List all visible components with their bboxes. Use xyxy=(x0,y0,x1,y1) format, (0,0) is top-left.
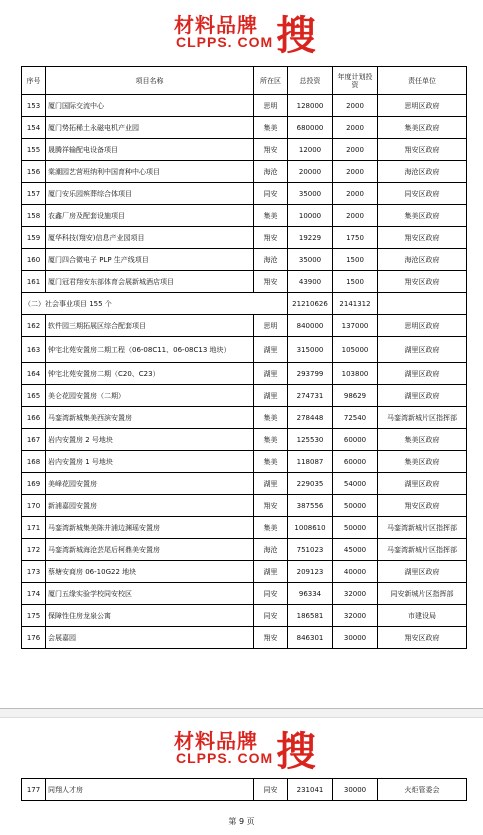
cell-annual-investment: 45000 xyxy=(333,539,378,561)
table-header-row xyxy=(22,67,467,95)
cell-district: 海沧 xyxy=(254,249,288,271)
cell-annual-investment: 103800 xyxy=(333,363,378,385)
cell-seq: 157 xyxy=(22,183,46,205)
cell-project-name: 岩内安置房 1 号地块 xyxy=(46,451,254,473)
cell-total-investment: 315000 xyxy=(288,337,333,363)
header-annual-investment: 年度计划投资 xyxy=(333,67,378,95)
cell-project-name: 钟宅北苑安置房二期工程（06-08C11、06-08C13 地块） xyxy=(46,337,254,363)
cell-responsible-unit: 同安区政府 xyxy=(378,183,467,205)
cell-annual-investment: 2000 xyxy=(333,117,378,139)
cell-project-name: 厦门安乐园殡葬综合体项目 xyxy=(46,183,254,205)
logo-en-text: CLPPS. COM xyxy=(176,34,274,50)
table-row xyxy=(22,315,467,337)
cell-annual-investment: 98629 xyxy=(333,385,378,407)
cell-total-investment: 1008610 xyxy=(288,517,333,539)
cell-seq: 171 xyxy=(22,517,46,539)
cell-total-investment: 43900 xyxy=(288,271,333,293)
cell-annual-investment: 60000 xyxy=(333,451,378,473)
cell-responsible-unit: 市建设局 xyxy=(378,605,467,627)
cell-annual-investment: 137000 xyxy=(333,315,378,337)
table-row xyxy=(22,271,467,293)
cell-responsible-unit: 海沧区政府 xyxy=(378,161,467,183)
watermark-logo-top xyxy=(0,6,483,60)
cell-project-name: 岩内安置房 2 号地块 xyxy=(46,429,254,451)
cell-seq: 174 xyxy=(22,583,46,605)
header-name: 项目名称 xyxy=(46,67,254,95)
cell-project-name: 厦门冠君翔安东部体育会展新城酒店项目 xyxy=(46,271,254,293)
cell-district: 集美 xyxy=(254,517,288,539)
cell-responsible-unit: 马銮湾新城片区指挥部 xyxy=(378,539,467,561)
cell-total-investment: 118087 xyxy=(288,451,333,473)
cell-district: 湖里 xyxy=(254,561,288,583)
cell-district: 同安 xyxy=(254,583,288,605)
section-header-row xyxy=(22,293,467,315)
cell-total-investment: 10000 xyxy=(288,205,333,227)
cell-seq: 163 xyxy=(22,337,46,363)
cell-annual-investment: 32000 xyxy=(333,605,378,627)
cell-total-investment: 387556 xyxy=(288,495,333,517)
cell-district: 海沧 xyxy=(254,161,288,183)
cell-seq: 160 xyxy=(22,249,46,271)
cell-annual-investment: 50000 xyxy=(333,495,378,517)
cell-annual-investment: 32000 xyxy=(333,583,378,605)
cell-district: 思明 xyxy=(254,315,288,337)
table-row xyxy=(22,583,467,605)
cell-project-name: 钟宅北苑安置房二期（C20、C23） xyxy=(46,363,254,385)
table-row xyxy=(22,227,467,249)
cell-seq: 154 xyxy=(22,117,46,139)
cell-project-name: 厦门势拓稀土永磁电机产业园 xyxy=(46,117,254,139)
cell-district: 湖里 xyxy=(254,363,288,385)
cell-seq: 167 xyxy=(22,429,46,451)
cell-district: 海沧 xyxy=(254,539,288,561)
cell-total-investment: 274731 xyxy=(288,385,333,407)
cell-annual-investment: 2000 xyxy=(333,139,378,161)
cell-seq: 175 xyxy=(22,605,46,627)
cell-seq: 153 xyxy=(22,95,46,117)
cell-responsible-unit: 集美区政府 xyxy=(378,117,467,139)
cell-total-investment: 209123 xyxy=(288,561,333,583)
table-row xyxy=(22,473,467,495)
cell-seq: 155 xyxy=(22,139,46,161)
table-row xyxy=(22,117,467,139)
cell-responsible-unit: 湖里区政府 xyxy=(378,385,467,407)
cell-seq: 173 xyxy=(22,561,46,583)
header-seq: 序号 xyxy=(22,67,46,95)
cell-annual-investment: 1500 xyxy=(333,271,378,293)
cell-total-investment: 35000 xyxy=(288,183,333,205)
cell-responsible-unit: 思明区政府 xyxy=(378,315,467,337)
cell-district: 同安 xyxy=(254,183,288,205)
cell-responsible-unit: 马銮湾新城片区指挥部 xyxy=(378,407,467,429)
cell-district: 湖里 xyxy=(254,473,288,495)
cell-responsible-unit: 火炬管委会 xyxy=(378,779,467,801)
cell-responsible-unit: 海沧区政府 xyxy=(378,249,467,271)
cell-annual-investment: 60000 xyxy=(333,429,378,451)
header-district: 所在区 xyxy=(254,67,288,95)
table-row xyxy=(22,337,467,363)
table-row xyxy=(22,517,467,539)
cell-seq: 161 xyxy=(22,271,46,293)
cell-project-name: 晟腾祥输配电设备项目 xyxy=(46,139,254,161)
cell-responsible-unit: 同安新城片区指挥部 xyxy=(378,583,467,605)
cell-seq: 172 xyxy=(22,539,46,561)
table-row xyxy=(22,451,467,473)
header-responsible-unit: 责任单位 xyxy=(378,67,467,95)
cell-district: 湖里 xyxy=(254,337,288,363)
cell-project-name: 同翔人才房 xyxy=(46,779,254,801)
header-total-investment: 总投资 xyxy=(288,67,333,95)
cell-seq: 168 xyxy=(22,451,46,473)
cell-seq: 166 xyxy=(22,407,46,429)
cell-project-name: 马銮湾新城海沧芸尾后柯鼎美安置房 xyxy=(46,539,254,561)
table-row xyxy=(22,385,467,407)
cell-seq: 164 xyxy=(22,363,46,385)
logo-cn-text: 材料品牌 xyxy=(174,13,258,37)
cell-project-name: 蔡塘安商房 06-10G22 地块 xyxy=(46,561,254,583)
cell-responsible-unit: 集美区政府 xyxy=(378,205,467,227)
cell-district: 翔安 xyxy=(254,271,288,293)
table-row xyxy=(22,407,467,429)
watermark-logo-bottom xyxy=(0,722,483,776)
cell-district: 翔安 xyxy=(254,495,288,517)
cell-project-name: 新浦嘉园安置房 xyxy=(46,495,254,517)
logo-sou-glyph: 搜 xyxy=(276,12,316,59)
cell-total-investment: 840000 xyxy=(288,315,333,337)
cell-annual-investment: 2000 xyxy=(333,183,378,205)
table-row xyxy=(22,161,467,183)
cell-annual-investment: 40000 xyxy=(333,561,378,583)
cell-responsible-unit: 湖里区政府 xyxy=(378,561,467,583)
table-row xyxy=(22,95,467,117)
cell-seq: 165 xyxy=(22,385,46,407)
cell-total-investment: 20000 xyxy=(288,161,333,183)
cell-annual-investment: 1750 xyxy=(333,227,378,249)
cell-seq: 176 xyxy=(22,627,46,649)
cell-annual-investment: 1500 xyxy=(333,249,378,271)
cell-district: 集美 xyxy=(254,407,288,429)
cell-annual-investment: 2000 xyxy=(333,161,378,183)
table-row xyxy=(22,605,467,627)
cell-responsible-unit: 集美区政府 xyxy=(378,429,467,451)
cell-district: 同安 xyxy=(254,779,288,801)
cell-seq: 156 xyxy=(22,161,46,183)
cell-seq: 169 xyxy=(22,473,46,495)
cell-annual-investment: 54000 xyxy=(333,473,378,495)
cell-project-name: 厦门五缘实验学校同安校区 xyxy=(46,583,254,605)
cell-total-investment: 231041 xyxy=(288,779,333,801)
cell-total-investment: 96334 xyxy=(288,583,333,605)
cell-responsible-unit: 翔安区政府 xyxy=(378,271,467,293)
cell-district: 思明 xyxy=(254,95,288,117)
cell-district: 翔安 xyxy=(254,627,288,649)
section-total-investment: 21210626 xyxy=(288,293,333,315)
cell-project-name: 厦门国际交流中心 xyxy=(46,95,254,117)
cell-district: 同安 xyxy=(254,605,288,627)
logo-sou-glyph: 搜 xyxy=(276,728,316,775)
cell-annual-investment: 30000 xyxy=(333,779,378,801)
cell-project-name: 软件园三期拓展区综合配套项目 xyxy=(46,315,254,337)
cell-total-investment: 846301 xyxy=(288,627,333,649)
table-row xyxy=(22,627,467,649)
table-row xyxy=(22,363,467,385)
cell-responsible-unit: 湖里区政府 xyxy=(378,473,467,495)
cell-project-name: 马銮湾新城集美西滨安置房 xyxy=(46,407,254,429)
cell-total-investment: 19229 xyxy=(288,227,333,249)
table-row xyxy=(22,183,467,205)
project-table xyxy=(21,66,467,649)
logo-cn-text: 材料品牌 xyxy=(174,729,258,753)
cell-district: 集美 xyxy=(254,205,288,227)
cell-seq: 162 xyxy=(22,315,46,337)
cell-annual-investment: 2000 xyxy=(333,95,378,117)
cell-annual-investment: 2000 xyxy=(333,205,378,227)
cell-responsible-unit: 集美区政府 xyxy=(378,451,467,473)
table-row xyxy=(22,205,467,227)
cell-responsible-unit: 翔安区政府 xyxy=(378,139,467,161)
cell-responsible-unit: 湖里区政府 xyxy=(378,363,467,385)
cell-responsible-unit: 翔安区政府 xyxy=(378,495,467,517)
cell-annual-investment: 72540 xyxy=(333,407,378,429)
cell-total-investment: 293799 xyxy=(288,363,333,385)
table-row xyxy=(22,139,467,161)
page-separator xyxy=(0,708,483,718)
table-row xyxy=(22,779,467,801)
table-row xyxy=(22,249,467,271)
section-label: （二）社会事业项目 155 个 xyxy=(22,293,288,315)
cell-district: 翔安 xyxy=(254,139,288,161)
cell-total-investment: 128000 xyxy=(288,95,333,117)
cell-project-name: 美仑花园安置房（二期） xyxy=(46,385,254,407)
section-empty-cell xyxy=(378,293,467,315)
cell-total-investment: 12000 xyxy=(288,139,333,161)
cell-district: 集美 xyxy=(254,117,288,139)
cell-total-investment: 680000 xyxy=(288,117,333,139)
cell-district: 集美 xyxy=(254,429,288,451)
cell-total-investment: 751023 xyxy=(288,539,333,561)
cell-project-name: 厦华科技(翔安)信息产业园项目 xyxy=(46,227,254,249)
cell-district: 集美 xyxy=(254,451,288,473)
cell-district: 翔安 xyxy=(254,227,288,249)
cell-seq: 170 xyxy=(22,495,46,517)
cell-project-name: 会展嘉园 xyxy=(46,627,254,649)
cell-district: 湖里 xyxy=(254,385,288,407)
cell-responsible-unit: 思明区政府 xyxy=(378,95,467,117)
logo-en-text: CLPPS. COM xyxy=(176,750,274,766)
cell-annual-investment: 105000 xyxy=(333,337,378,363)
cell-total-investment: 229035 xyxy=(288,473,333,495)
cell-project-name: 厦门四合微电子 PLP 生产线项目 xyxy=(46,249,254,271)
table-row xyxy=(22,539,467,561)
cell-total-investment: 35000 xyxy=(288,249,333,271)
project-table-continued xyxy=(21,778,467,801)
cell-annual-investment: 30000 xyxy=(333,627,378,649)
cell-total-investment: 125530 xyxy=(288,429,333,451)
cell-seq: 158 xyxy=(22,205,46,227)
cell-seq: 177 xyxy=(22,779,46,801)
cell-responsible-unit: 湖里区政府 xyxy=(378,337,467,363)
cell-seq: 159 xyxy=(22,227,46,249)
cell-project-name: 保障性住房龙泉公寓 xyxy=(46,605,254,627)
cell-responsible-unit: 马銮湾新城片区指挥部 xyxy=(378,517,467,539)
cell-project-name: 农鑫厂房及配套设施项目 xyxy=(46,205,254,227)
cell-total-investment: 186581 xyxy=(288,605,333,627)
cell-project-name: 马銮湾新城集美陈井浦边渊瑶安置房 xyxy=(46,517,254,539)
page-number: 第 9 页 xyxy=(228,817,255,826)
table-row xyxy=(22,429,467,451)
cell-annual-investment: 50000 xyxy=(333,517,378,539)
cell-responsible-unit: 翔安区政府 xyxy=(378,627,467,649)
cell-responsible-unit: 翔安区政府 xyxy=(378,227,467,249)
table-row xyxy=(22,495,467,517)
cell-project-name: 美峰花园安置房 xyxy=(46,473,254,495)
table-row xyxy=(22,561,467,583)
cell-project-name: 棠潮园艺营班纳利中国育种中心项目 xyxy=(46,161,254,183)
section-annual-investment: 2141312 xyxy=(333,293,378,315)
cell-total-investment: 278448 xyxy=(288,407,333,429)
